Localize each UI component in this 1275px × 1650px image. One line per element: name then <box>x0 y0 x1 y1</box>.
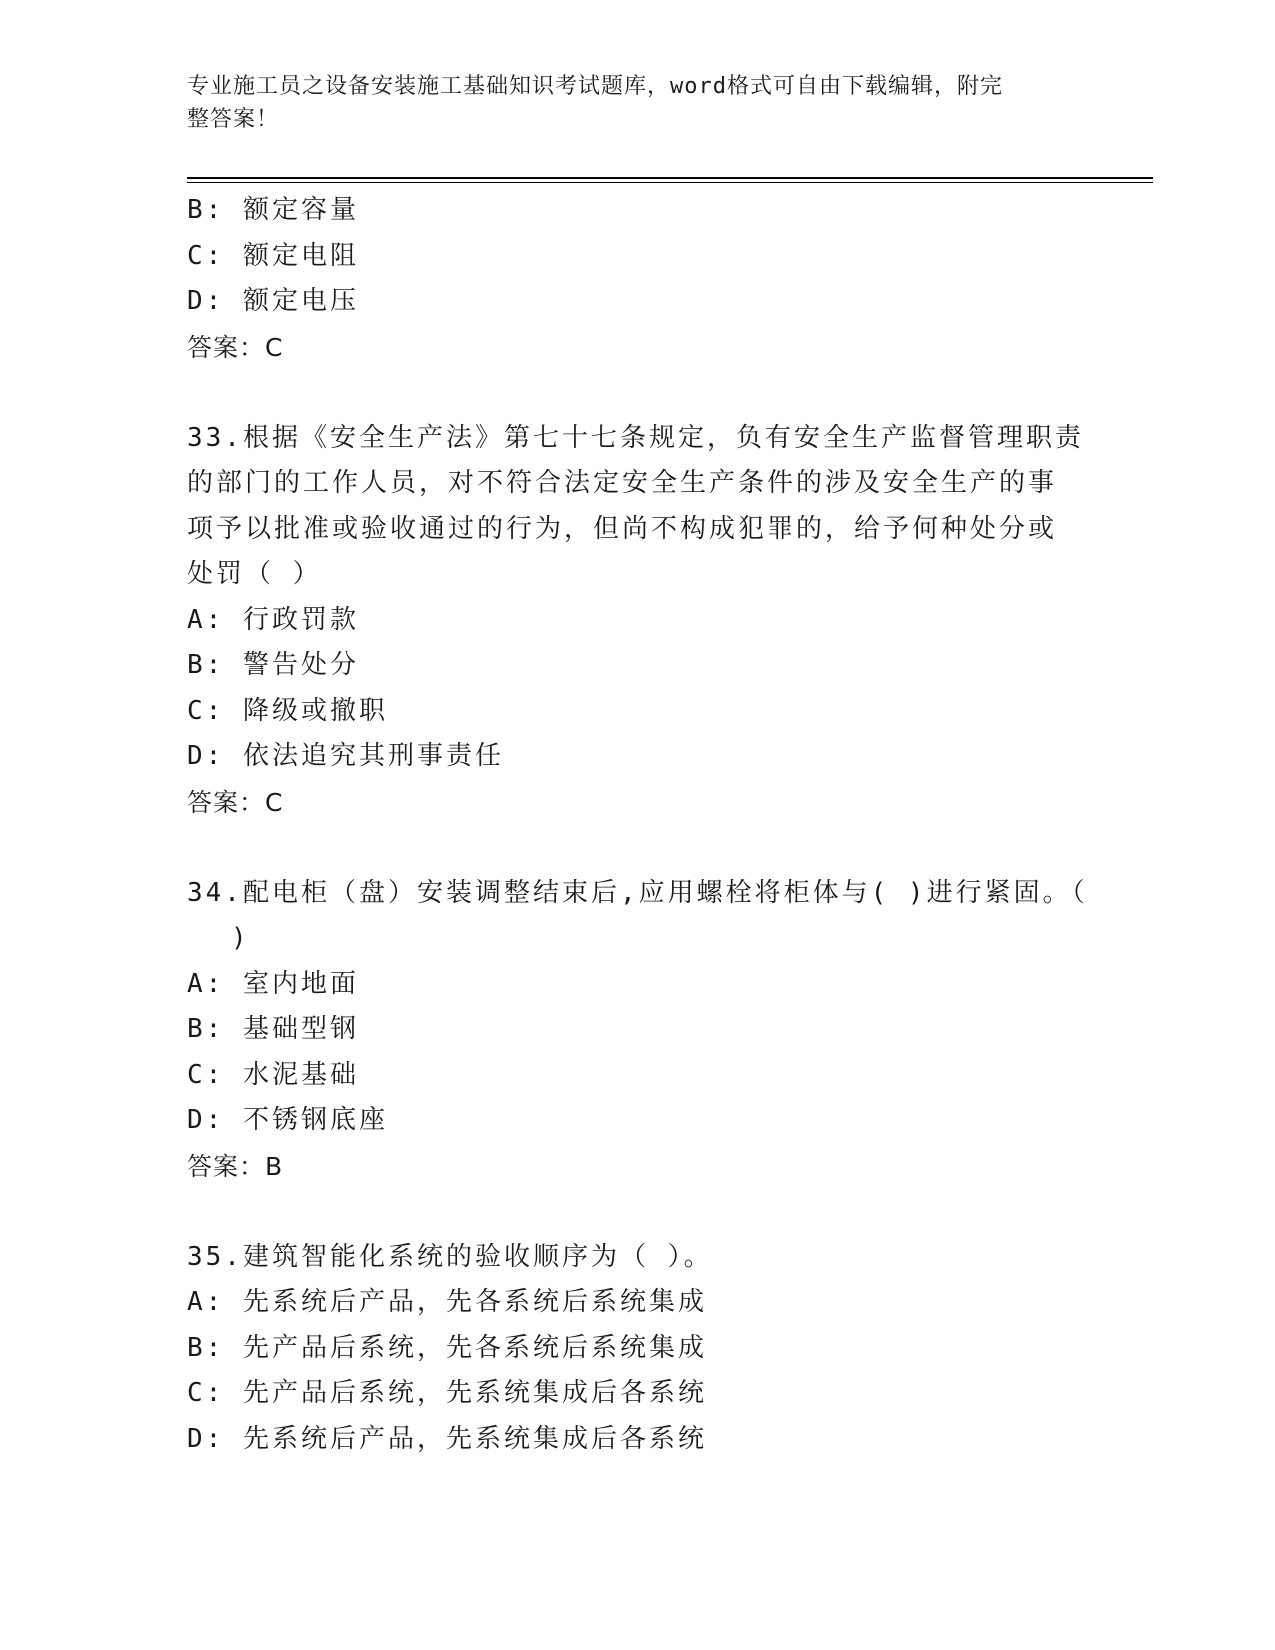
option-b: B: 先产品后系统，先各系统后系统集成 <box>187 1332 707 1363</box>
question-content <box>187 188 1087 1462</box>
option-b: B: 额定容量 <box>187 195 359 225</box>
answer-label: 答案：C <box>187 787 284 817</box>
question-34 <box>187 871 1087 1190</box>
option-c: C: 降级或撤职 <box>187 695 388 726</box>
option-a: A: 行政罚款 <box>187 604 359 635</box>
header-line-1: 专业施工员之设备安装施工基础知识考试题库，word格式可自由下载编辑，附完 <box>187 74 1003 99</box>
question-33 <box>187 416 1087 826</box>
option-d: D: 不锈钢底座 <box>187 1105 388 1135</box>
question-text-line: 项予以批准或验收通过的行为，但尚不构成犯罪的，给予何种处分或 <box>187 513 1058 544</box>
question-text-line: 33.根据《安全生产法》第七十七条规定，负有安全生产监督管理职责 <box>187 422 1084 453</box>
option-d: D: 先系统后产品，先系统集成后各系统 <box>187 1423 707 1454</box>
option-c: C: 水泥基础 <box>187 1059 359 1090</box>
answer-label: 答案：B <box>187 1151 284 1181</box>
option-b: B: 警告处分 <box>187 650 359 680</box>
option-c: C: 先产品后系统，先系统集成后各系统 <box>187 1378 707 1408</box>
question-35 <box>187 1235 1087 1463</box>
header-divider-thin <box>187 182 1153 183</box>
question-text-line: 34.配电柜（盘）安装调整结束后,应用螺栓将柜体与( )进行紧固。（ <box>187 877 1088 908</box>
question-text-line: ) <box>231 923 250 953</box>
header-line-2: 整答案！ <box>187 107 280 132</box>
question-text-line: 的部门的工作人员，对不符合法定安全生产条件的涉及安全生产的事 <box>187 468 1058 498</box>
option-d: D: 依法追究其刑事责任 <box>187 741 504 771</box>
document-header <box>187 70 1067 136</box>
option-c: C: 额定电阻 <box>187 240 359 271</box>
option-a: A: 室内地面 <box>187 968 359 999</box>
option-a: A: 先系统后产品，先各系统后系统集成 <box>187 1287 707 1317</box>
question-text-line: 处罚（ ） <box>187 559 322 589</box>
option-b: B: 基础型钢 <box>187 1014 359 1044</box>
question-text-line: 35.建筑智能化系统的验收顺序为（ ）。 <box>187 1241 713 1272</box>
option-d: D: 额定电压 <box>187 286 359 316</box>
answer-label: 答案：C <box>187 332 284 362</box>
header-divider-thick <box>187 177 1153 179</box>
